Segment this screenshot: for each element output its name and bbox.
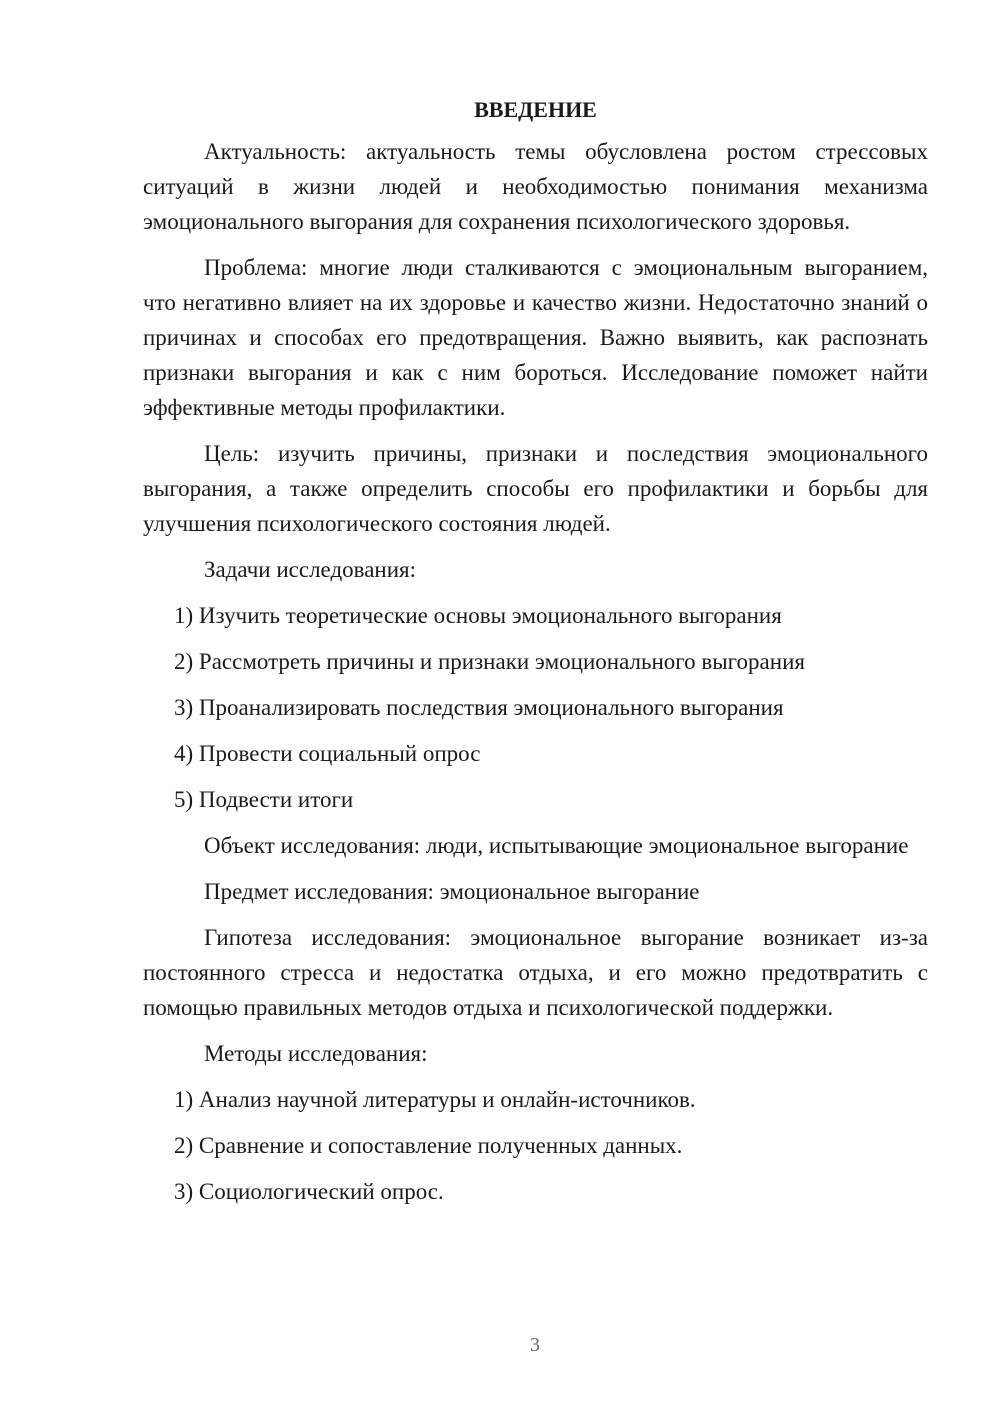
task-item-3: 3) Проанализировать последствия эмоционального выгорания — [174, 695, 784, 720]
paragraph-object: Объект исследования: люди, испытывающие эмоциональное выгорание — [204, 833, 909, 858]
method-item-1: 1) Анализ научной литературы и онлайн-источников. — [174, 1087, 696, 1112]
methods-heading: Методы исследования: — [204, 1041, 428, 1066]
paragraph-actuality: Актуальность: актуальность темы обусловлена ростом стрессовых ситуаций в жизни людей и необходимостью понимания механизма эмоционального выгорания для сохранения психологического здоровья. — [143, 139, 928, 234]
method-item-2: 2) Сравнение и сопоставление полученных данных. — [174, 1133, 683, 1158]
page-title: ВВЕДЕНИЕ — [474, 97, 597, 122]
task-item-1: 1) Изучить теоретические основы эмоционального выгорания — [174, 603, 782, 628]
tasks-heading: Задачи исследования: — [204, 557, 417, 582]
task-item-5: 5) Подвести итоги — [174, 787, 354, 812]
page-content — [143, 92, 928, 1209]
task-item-2: 2) Рассмотреть причины и признаки эмоционального выгорания — [174, 649, 805, 674]
method-item-3: 3) Социологический опрос. — [174, 1179, 444, 1204]
task-item-4: 4) Провести социальный опрос — [174, 741, 481, 766]
page-number: 3 — [530, 1334, 540, 1356]
paragraph-subject: Предмет исследования: эмоциональное выгорание — [204, 879, 700, 904]
paragraph-problem: Проблема: многие люди сталкиваются с эмоциональным выгоранием, что негативно влияет на их здоровье и качество жизни. Недостаточно знаний о причинах и способах его предотвращения. Важно выявить, как распознать признаки выгорания и как с ним бороться. Исследование поможет найти эффективные методы профилактики. — [143, 255, 928, 420]
paragraph-hypothesis: Гипотеза исследования: эмоциональное выгорание возникает из-за постоянного стресса и недостатка отдыха, и его можно предотвратить с помощью правильных методов отдыха и психологической поддержки. — [143, 925, 928, 1020]
paragraph-goal: Цель: изучить причины, признаки и последствия эмоционального выгорания, а также определить способы его профилактики и борьбы для улучшения психологического состояния людей. — [143, 441, 928, 536]
